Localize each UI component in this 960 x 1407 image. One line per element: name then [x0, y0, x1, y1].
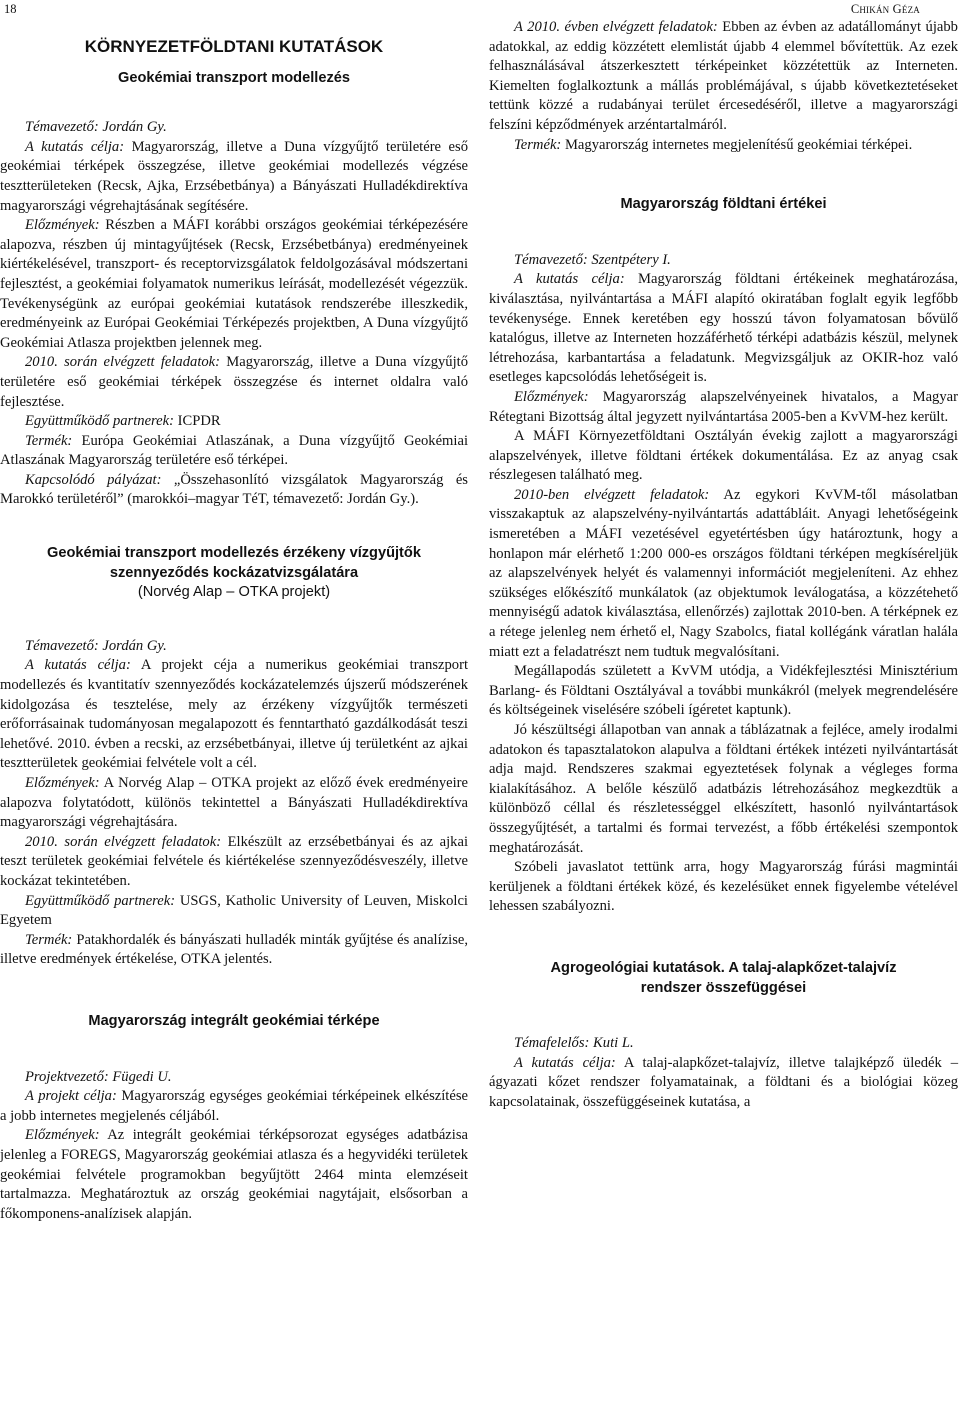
- section-geological-values: [489, 195, 958, 917]
- product-label: Termék:: [25, 432, 73, 449]
- chapter-heading: KÖRNYEZETFÖLDTANI KUTATÁSOK: [84, 37, 384, 56]
- tasks-2010-text: Az egykori KvVM-től másolatban visszakaptuk az alapszelvény-nyilvántartás adattábláit. Anyagi lehetőségeink ismeretében a MÁFI vezetésével egyetértésben úgy határoztunk, hogy a honlapon már elérhető 1:200 000-es országos földtani térképen megkíséreljük az alapszelvények helyét és valamennyi információt megjeleníteni. Az ehhez szükséges előkészítő munkálatok (az objektumok leválogatása, a közzétehető mennyiségű adatok kiválasztása, ellenőrzés) zajlottak 2010-ben. A térképnek ez a rétege jelenleg nem érhető el, Nagy Szabolcs, fiatal kollégánk váratlan halála miatt ezt a feladatrészt nem tudtuk megvalósítani.: [489, 486, 958, 660]
- project-leader: Témavezető: Szentpétery I.: [514, 251, 671, 268]
- research-goal: [0, 656, 468, 774]
- research-goal: [489, 1054, 958, 1113]
- product: [489, 136, 958, 156]
- research-goal: [489, 270, 958, 388]
- research-goal-text: Magyarország földtani értékeinek meghatározása, kiválasztása, nyilvántartása a MÁFI alapító okiratában foglalt egyik legfőbb tevékenysége. Ennek keretében egy hosszú távon folyamatosan bővülő katalógus, illetve az Interneten hozzáférhető térképi adatbázis készül, melynek létrehozása, karbantartása a feladatunk. Megvizsgáljuk az OKIR-hoz való esetleges kapcsolódás lehetőségeit is.: [489, 271, 959, 386]
- product-label: Termék:: [25, 931, 73, 948]
- research-goal-text: A talaj-alapkőzet-talajvíz, illetve talajképző üledék – ágyazati kőzet rendszer folyamatainak, a földtani és a biológiai közeg kapcsolatainak, összefüggéseinek kutatása, a: [489, 1054, 958, 1110]
- partners: [0, 892, 468, 931]
- section-geochemical-transport-modelling: [0, 69, 468, 510]
- right-column: [489, 18, 958, 1113]
- product-text: Magyarország internetes megjelenítésű geokémiai térképei.: [561, 136, 913, 153]
- tasks-2010: [0, 833, 468, 892]
- antecedents: [489, 388, 958, 427]
- partners-label: Együttműködő partnerek:: [25, 413, 175, 430]
- tasks-2010-label: A 2010. évben elvégzett feladatok:: [514, 19, 718, 35]
- partners-label: Együttműködő partnerek:: [25, 892, 176, 909]
- antecedents-label: Előzmények:: [25, 1127, 100, 1144]
- product-text: Európa Geokémiai Atlaszának, a Duna vízgyűjtő Geokémiai Atlaszának Magyarország területére eső térképei.: [0, 432, 468, 469]
- project-goal-text: Magyarország egységes geokémiai térképeinek elkészítése a jobb internetes megjelenés céljából.: [0, 1088, 468, 1124]
- section-title-line-1: Agrogeológiai kutatások. A talaj-alapkőzet-talajvíz: [550, 959, 897, 976]
- antecedents-label: Előzmények:: [25, 217, 100, 234]
- tasks-2010-label: 2010. során elvégzett feladatok:: [25, 354, 221, 371]
- tasks-2010-text: Magyarország, illetve a Duna vízgyűjtő területére eső geokémiai térképek összegzése és internet oldalra való fejlesztése.: [0, 354, 469, 410]
- related-grant-label: Kapcsolódó pályázat:: [25, 471, 162, 488]
- section-title-line-2: szennyeződés kockázatvizsgálatára: [109, 564, 359, 581]
- section-integrated-geochemical-map: [0, 1012, 468, 1224]
- body-paragraph: Jó készültségi állapotban van annak a táblázatnak a fejléce, amely irodalmi adatokon és tapasztalatokon alapulva a földtani értékek intézeti nyilvántartását adja majd. Rendszeres szakmai egyeztetések folynak a végleges forma kialakításához. A belőle készülő adatbázis létrehozásához megkezdtük a különböző céllal és részletességgel elkészített, hasonló nyilvántartások összegyűjtését, a tartalmi és formai tervezést, a főbb értékelési szempontok meghatározását.: [489, 722, 958, 856]
- body-paragraph: Megállapodás született a KvVM utódja, a Vidékfejlesztési Minisztérium Barlang- és Földtani Osztályával a további munkákról (melyek megrendelésére és költségeinek viselésére szóbeli ígéretet kaptunk).: [489, 663, 958, 719]
- research-goal-label: A kutatás célja:: [514, 1054, 616, 1071]
- tasks-2010: [0, 353, 468, 412]
- project-leader: Témavezető: Jordán Gy.: [25, 119, 167, 136]
- antecedents: [0, 216, 468, 353]
- research-goal-label: A kutatás célja:: [514, 271, 625, 288]
- antecedents-text: Magyarország alapszelvényeinek hivatalos, a Magyar Rétegtani Bizottság által jegyzett nyilvántartása 2005-ben a KvVM-hez került.: [489, 388, 958, 425]
- project-leader: Projektvezető: Fügedi U.: [25, 1068, 172, 1085]
- responsible-person: Témafelelős: Kuti L.: [514, 1035, 634, 1052]
- section-title: Magyarország integrált geokémiai térképe: [88, 1012, 380, 1029]
- body-paragraph: Szóbeli javaslatot tettünk arra, hogy Magyarország fúrási magmintái kerüljenek a földtani értékek közé, és kezelésüket ennek figyelembe vételével lehessen szabályozni.: [489, 859, 958, 915]
- project-goal: [0, 1087, 468, 1126]
- product: [0, 432, 468, 471]
- section-sensitive-catchments: [0, 544, 468, 970]
- tasks-2010-text: Ebben az évben az adatállományt újabb adatokkal, az eddig közzétett elemlistát újabb 4 elemmel bővítettük. Az ezek felhasználásával átszerkesztett térképeinket közzétettük az Interneten. Kiemelten foglalkoztunk a mállás problémájával, s újabb következtetéseket tettünk közzé a rudabányai terület ércesedéséről, illetve a magyarországi felszíni képződmények arzéntartalmáról.: [489, 19, 958, 133]
- project-leader: Témavezető: Jordán Gy.: [25, 637, 167, 654]
- antecedents-label: Előzmények:: [25, 775, 100, 791]
- antecedents: [0, 1126, 468, 1224]
- product: [0, 931, 468, 970]
- research-goal: [0, 138, 468, 216]
- section-title-line-1: Geokémiai transzport modellezés érzékeny vízgyűjtők: [47, 545, 421, 562]
- antecedents-label: Előzmények:: [514, 388, 589, 405]
- tasks-2010-label: 2010. során elvégzett feladatok:: [25, 833, 222, 850]
- related-grant: [0, 471, 468, 510]
- left-column: [0, 18, 468, 1224]
- partners-text: ICPDR: [174, 413, 221, 430]
- section-title: [0, 544, 468, 583]
- product-label: Termék:: [514, 136, 562, 153]
- antecedents: [0, 774, 468, 833]
- section-title: [489, 959, 958, 998]
- product-text: Patakhordalék és bányászati hulladék minták gyűjtése és analízise, illetve eredmények értékelése, OTKA jelentés.: [0, 931, 468, 968]
- section-subtitle: (Norvég Alap – OTKA projekt): [137, 584, 331, 601]
- section-agrogeological-research: [489, 959, 958, 1113]
- related-grant-text: „Összehasonlító vizsgálatok Magyarország és Marokkó területéről” (marokkói–magyar TéT, témavezető: Jordán Gy.).: [0, 471, 468, 508]
- research-goal-text: A projekt céja a numerikus geokémiai transzport modellezés és kvantitatív szennyeződés kockázatelemzés újszerű módszerének kidolgozása és tesztelése, mely az érzékeny vízgyűjtők természeti erőforrásainak tudományosan megalapozott és fenntartható gazdálkodását teszi lehetővé. 2010. évben a recski, az erzsébetbányai, illetve új területként az ajkai tesztterületek geokémiai felvétele volt a cél.: [0, 657, 468, 772]
- tasks-2010-text: Elkészült az erzsébetbányai és az ajkai teszt területek geokémiai felvétele és kiértékelése szennyeződésveszély, illetve kockázat tekintetében.: [0, 833, 469, 889]
- body-paragraph: A MÁFI Környezetföldtani Osztályán évekig zajlott a magyarországi alapszelvények, illetve földtani értékek dokumentálása. Ez az anyag csak részlegesen található meg.: [489, 428, 958, 484]
- page-number: 18: [4, 2, 17, 16]
- antecedents-text: Az integrált geokémiai térképsorozat egységes adatbázisa jelenleg a FOREGS, Magyarország geokémiai atlasza és a hegyvidéki területek geokémiai felvétele programokban begyűjtött 2464 minta elemzéseit tartalmazza. Meghatároztuk az ország geokémiai nagytájait, elsősorban a főkomponens-analízisek alapján.: [0, 1127, 468, 1222]
- research-goal-label: A kutatás célja:: [25, 138, 125, 155]
- section-title: Geokémiai transzport modellezés: [118, 69, 350, 86]
- research-goal-label: A kutatás célja:: [25, 657, 131, 674]
- research-goal-text: Magyarország, illetve a Duna vízgyűjtő területére eső geokémiai térképek összegzése, illetve geokémiai modellezés végzése tesztterületeken (Recsk, Ajka, Erzsébetbánya) a Bányászati Hulladékdirektíva magyarországi végrehajtásának segítésére.: [0, 138, 469, 214]
- partners-text: USGS, Katholic University of Leuven, Miskolci Egyetem: [0, 892, 468, 929]
- antecedents-text: A Norvég Alap – OTKA projekt az előző évek eredményeire alapozva folytatódott, különös tekintettel a Bányászati Hulladékdirektíva magyarországi végrehajtására.: [0, 775, 468, 831]
- section-integrated-geochemical-map-continued: [489, 18, 958, 155]
- running-header-author: Chikán Géza: [850, 2, 920, 16]
- section-title-line-2: rendszer összefüggései: [640, 979, 807, 996]
- section-title: Magyarország földtani értékei: [620, 196, 827, 213]
- tasks-2010-label: 2010-ben elvégzett feladatok:: [514, 486, 710, 503]
- partners: [0, 412, 468, 432]
- tasks-2010: [489, 486, 958, 662]
- tasks-2010: [489, 18, 958, 136]
- project-goal-label: A projekt célja:: [25, 1088, 117, 1105]
- antecedents-text: Részben a MÁFI korábbi országos geokémiai térképezésére alapozva, részben új mintagyűjtések (Recsk, Erzsébetbánya) eredményeinek kiértékelésével, transzport- és receptorvizsgálatok feldolgozásával módszertani fejlesztést, a geokémiai folyamatok numerikus leírását, modellezését végezzük. Tevékenységünk az európai geokémiai kutatások rendszerébe illeszkedik, eredményeink az Európai Geokémiai Térképezés projektben, A Duna vízgyűjtő Geokémiai Atlasza projektben jelennek meg.: [0, 217, 468, 351]
